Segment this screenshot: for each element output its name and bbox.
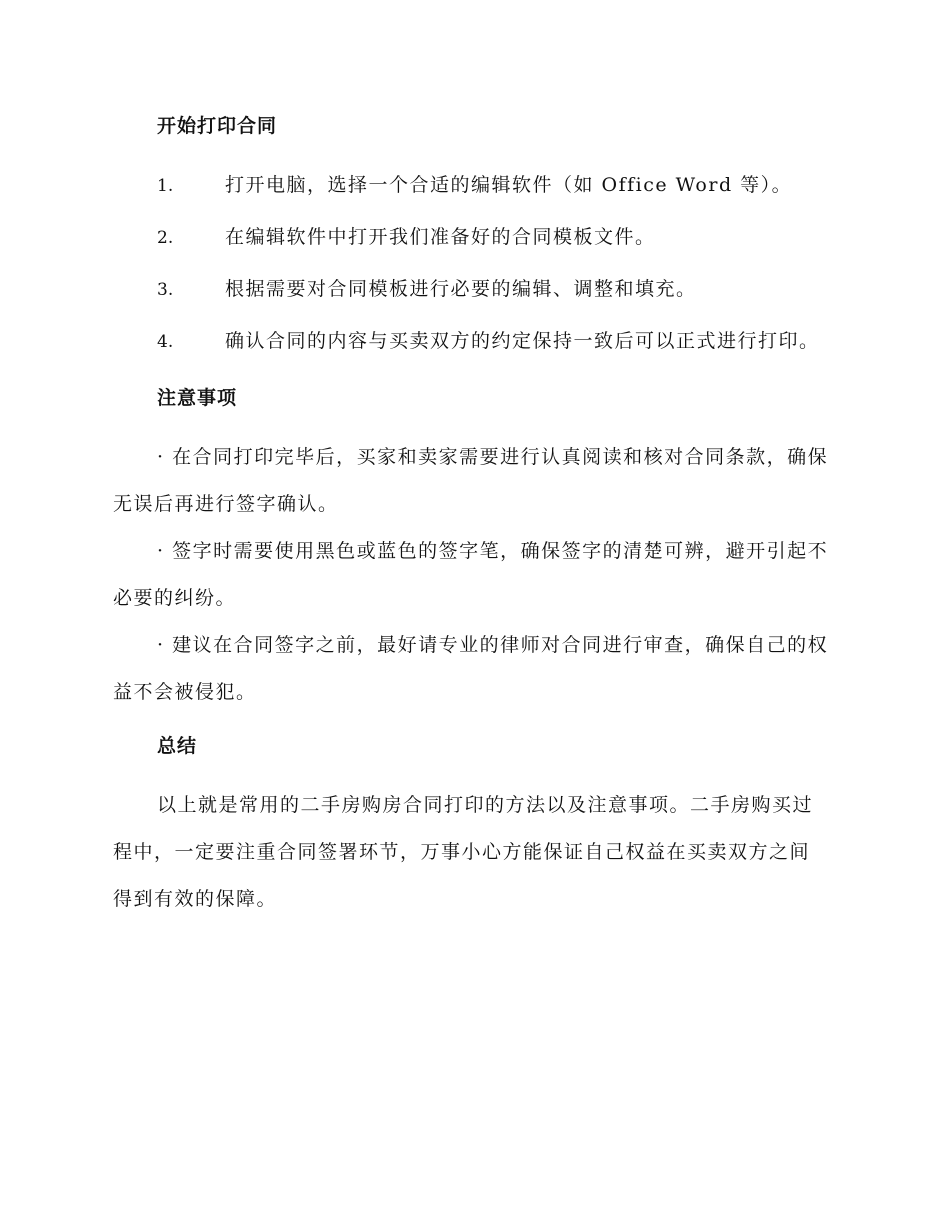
- item-text: 确认合同的内容与买卖双方的约定保持一致后可以正式进行打印。: [225, 330, 820, 352]
- list-item: [113, 214, 830, 262]
- item-number: 1.: [157, 176, 174, 196]
- section-notes: [113, 380, 830, 716]
- section-heading: 开始打印合同: [157, 115, 278, 137]
- item-number: 3.: [157, 280, 174, 300]
- list-item: [113, 266, 830, 314]
- list-item: [113, 162, 830, 210]
- section-summary: [113, 728, 830, 923]
- numbered-steps-list: [113, 162, 830, 366]
- section-heading: 总结: [157, 735, 198, 757]
- section-start-printing: [113, 108, 830, 366]
- item-number: 4.: [157, 332, 174, 352]
- item-text: 根据需要对合同模板进行必要的编辑、调整和填充。: [225, 278, 697, 300]
- item-text: 打开电脑，选择一个合适的编辑软件（如 Office Word 等）。: [225, 174, 793, 196]
- bullet-paragraph: · 建议在合同签字之前，最好请专业的律师对合同进行审查，确保自己的权益不会被侵犯。: [113, 634, 829, 703]
- section-heading: 注意事项: [157, 387, 238, 409]
- bullet-paragraph: · 在合同打印完毕后，买家和卖家需要进行认真阅读和核对合同条款，确保无误后再进行签字确认。: [113, 446, 829, 515]
- summary-paragraph: 以上就是常用的二手房购房合同打印的方法以及注意事项。二手房购买过程中，一定要注重合同签署环节，万事小心方能保证自己权益在买卖双方之间得到有效的保障。: [113, 794, 814, 910]
- item-number: 2.: [157, 228, 174, 248]
- item-text: 在编辑软件中打开我们准备好的合同模板文件。: [225, 226, 656, 248]
- list-item: [113, 318, 830, 366]
- bullet-paragraph: · 签字时需要使用黑色或蓝色的签字笔，确保签字的清楚可辨，避开引起不必要的纠纷。: [113, 540, 829, 609]
